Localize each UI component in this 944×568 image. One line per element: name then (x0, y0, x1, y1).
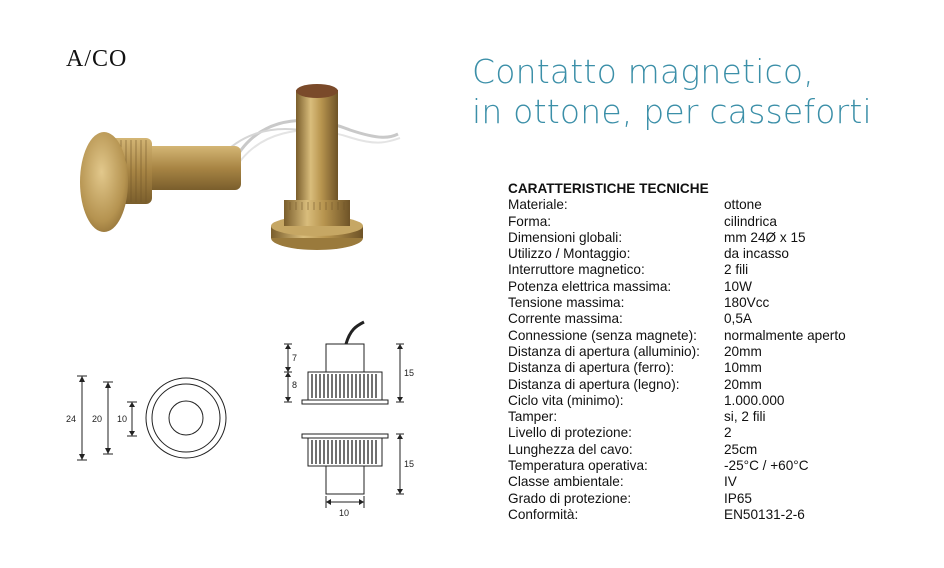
spec-value: 180Vcc (724, 295, 770, 311)
spec-row (508, 474, 928, 490)
spec-row (508, 409, 928, 425)
spec-row (508, 279, 928, 295)
spec-value: si, 2 fili (724, 409, 766, 425)
spec-row (508, 491, 928, 507)
product-code: A/CO (66, 46, 128, 72)
product-title (472, 52, 932, 132)
spec-row (508, 393, 928, 409)
spec-row (508, 311, 928, 327)
spec-row (508, 458, 928, 474)
spec-label: Distanza di apertura (ferro): (508, 360, 675, 376)
specs-heading: CARATTERISTICHE TECNICHE (508, 181, 709, 196)
dim-lower-total-label: 15 (404, 459, 415, 469)
spec-label: Connessione (senza magnete): (508, 327, 697, 343)
spec-label: Potenza elettrica massima: (508, 278, 672, 294)
product-photo (60, 60, 412, 298)
dim-upper-total-label: 15 (404, 368, 415, 378)
title-line-2: in ottone, per casseforti (472, 92, 872, 131)
spec-label: Distanza di apertura (legno): (508, 376, 680, 392)
spec-row (508, 377, 928, 393)
spec-label: Distanza di apertura (alluminio): (508, 343, 700, 359)
spec-label: Interruttore magnetico: (508, 262, 645, 278)
spec-label: Conformità: (508, 506, 579, 522)
spec-value: 20mm (724, 343, 762, 359)
spec-row (508, 262, 928, 278)
spec-value: IP65 (724, 490, 752, 506)
spec-value: cilindrica (724, 213, 777, 229)
dim-flange-height-label: 8 (292, 380, 298, 390)
dim-inner-label: 10 (117, 414, 128, 424)
spec-value: IV (724, 474, 737, 490)
spec-label: Classe ambientale: (508, 474, 624, 490)
spec-value: mm 24Ø x 15 (724, 229, 806, 245)
spec-label: Tamper: (508, 409, 558, 425)
spec-row (508, 344, 928, 360)
spec-label: Livello di protezione: (508, 425, 632, 441)
spec-row (508, 230, 928, 246)
specs-list (508, 197, 928, 523)
dim-outer-label: 24 (66, 414, 77, 424)
spec-row (508, 442, 928, 458)
front-view-drawing (60, 364, 230, 468)
spec-value: 1.000.000 (724, 392, 785, 408)
spec-value: 10W (724, 278, 752, 294)
spec-value: -25°C / +60°C (724, 458, 809, 474)
spec-label: Dimensioni globali: (508, 229, 623, 245)
dim-top-height-label: 7 (292, 353, 298, 363)
spec-row (508, 246, 928, 262)
spec-label: Temperatura operativa: (508, 458, 648, 474)
side-view-drawing (278, 316, 428, 522)
spec-row (508, 507, 928, 523)
spec-value: EN50131-2-6 (724, 506, 805, 522)
spec-value: 25cm (724, 441, 758, 457)
spec-row (508, 295, 928, 311)
spec-row (508, 214, 928, 230)
spec-value: 20mm (724, 376, 762, 392)
spec-row (508, 197, 928, 213)
title-line-1: Contatto magnetico, (472, 52, 814, 91)
spec-value: 0,5A (724, 311, 752, 327)
technical-specs (508, 181, 928, 523)
spec-row (508, 425, 928, 441)
dim-width-label: 10 (339, 508, 350, 518)
dim-middle-label: 20 (92, 414, 103, 424)
spec-label: Materiale: (508, 197, 568, 213)
spec-label: Utilizzo / Montaggio: (508, 246, 631, 262)
spec-label: Corrente massima: (508, 311, 623, 327)
spec-label: Tensione massima: (508, 295, 625, 311)
spec-value: normalmente aperto (724, 327, 846, 343)
spec-value: 2 fili (724, 262, 749, 278)
spec-value: 2 (724, 425, 732, 441)
spec-row (508, 328, 928, 344)
spec-label: Lunghezza del cavo: (508, 441, 633, 457)
spec-row (508, 360, 928, 376)
spec-value: ottone (724, 197, 762, 213)
spec-label: Ciclo vita (minimo): (508, 392, 624, 408)
spec-label: Grado di protezione: (508, 490, 632, 506)
spec-label: Forma: (508, 213, 552, 229)
spec-value: 10mm (724, 360, 762, 376)
spec-value: da incasso (724, 246, 789, 262)
